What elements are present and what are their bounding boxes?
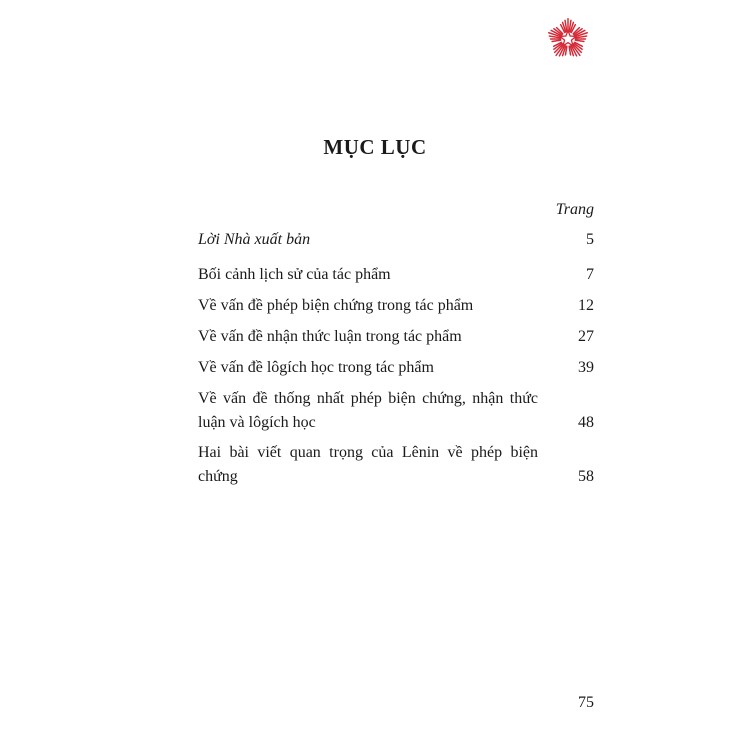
toc-entry-page: 5 xyxy=(586,231,594,248)
toc-entry-title: Lời Nhà xuất bản xyxy=(198,231,311,248)
toc-entry-page: 39 xyxy=(578,359,594,376)
toc-entry-page: 12 xyxy=(578,297,594,314)
toc-entry-title: Hai bài viết quan trọng của Lênin về phép biện chứng xyxy=(198,444,538,485)
toc-entry-title: Về vấn đề thống nhất phép biện chứng, nhận thức luận và lôgích học xyxy=(198,390,538,431)
table-of-contents xyxy=(198,0,594,750)
page-title: MỤC LỤC xyxy=(323,135,427,159)
toc-entry-page: 7 xyxy=(586,266,594,283)
toc-entry-title: Bối cảnh lịch sử của tác phẩm xyxy=(198,266,391,283)
toc-entry-page: 48 xyxy=(578,414,594,431)
toc-entry-title: Về vấn đề phép biện chứng trong tác phẩm xyxy=(198,297,474,314)
toc-entry-title: Về vấn đề lôgích học trong tác phẩm xyxy=(198,359,434,376)
page-column-header: Trang xyxy=(555,201,594,218)
toc-entry-page: 27 xyxy=(578,328,594,345)
toc-entry-page: 58 xyxy=(578,468,594,485)
toc-entry-title: Về vấn đề nhận thức luận trong tác phẩm xyxy=(198,328,462,345)
page-number: 75 xyxy=(578,694,594,711)
